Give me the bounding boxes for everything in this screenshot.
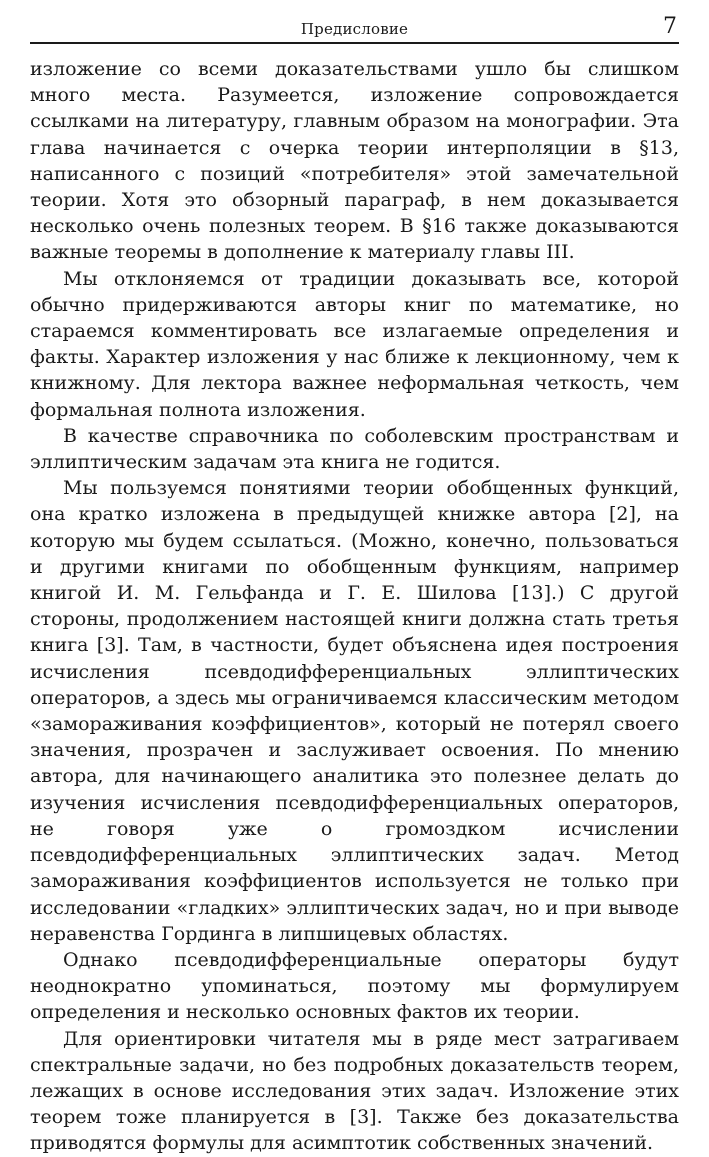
- paragraph: В качестве справочника по соболевским пространствам и эллиптическим задачам эта книга не годится.: [30, 424, 679, 474]
- paragraph-continuation: изложение со всеми доказательствами ушло бы слишком много места. Разумеется, изложение сопровождается ссылками на литературу, главным образом на монографии. Эта глава начинается с очерка теории интерполяции в §13, написанного с позиций «потребителя» этой замечательной теории. Хотя это обзорный параграф, в нем доказывается несколько очень полезных теорем. В §16 также доказываются важные теоремы в дополнение к материалу главы III.: [30, 58, 679, 264]
- running-title: Предисловие: [300, 20, 409, 38]
- book-page: [30, 14, 679, 1157]
- paragraph: Мы пользуемся понятиями теории обобщенных функций, она кратко изложена в предыдущей книжке автора [2], на которую мы будем ссылаться. (Можно, конечно, пользоваться и другими книгами по обобщенным функциям, например книгой И. М. Гельфанда и Г. Е. Шилова [13].) С другой стороны, продолжением настоящей книги должна стать третья книга [3]. Там, в частности, будет объяснена идея построения исчисления псевдодифференциальных эллиптических операторов, а здесь мы ограничиваемся классическим методом «замораживания коэффициентов», который не потерял своего значения, прозрачен и заслуживает освоения. По мнению автора, для начинающего аналитика это полезнее делать до изучения исчисления псевдодифференциальных операторов, не говоря уже о громоздком исчислении псевдодифференциальных эллиптических задач. Метод замораживания коэффициентов используется не только при исследовании «гладких» эллиптических задач, но и при выводе неравенства Гординга в липшицевых областях.: [30, 477, 679, 945]
- header-rule: [30, 42, 679, 44]
- paragraph: Однако псевдодифференциальные операторы будут неоднократно упоминаться, поэтому мы формулируем определения и несколько основных фактов их теории.: [30, 948, 679, 1024]
- running-header: [30, 14, 679, 42]
- paragraph: Мы отклоняемся от традиции доказывать все, которой обычно придерживаются авторы книг по математике, но стараемся комментировать все излагаемые определения и факты. Характер изложения у нас ближе к лекционному, чем к книжному. Для лектора важнее неформальная четкость, чем формальная полнота изложения.: [30, 267, 679, 421]
- body-text: [30, 56, 679, 1157]
- page-number: 7: [663, 14, 677, 39]
- paragraph: Для ориентировки читателя мы в ряде мест затрагиваем спектральные задачи, но без подробных доказательств теорем, лежащих в основе исследования этих задач. Изложение этих теорем тоже планируется в [3]. Также без доказательства приводятся формулы для асимптотик собственных значений.: [30, 1027, 679, 1155]
